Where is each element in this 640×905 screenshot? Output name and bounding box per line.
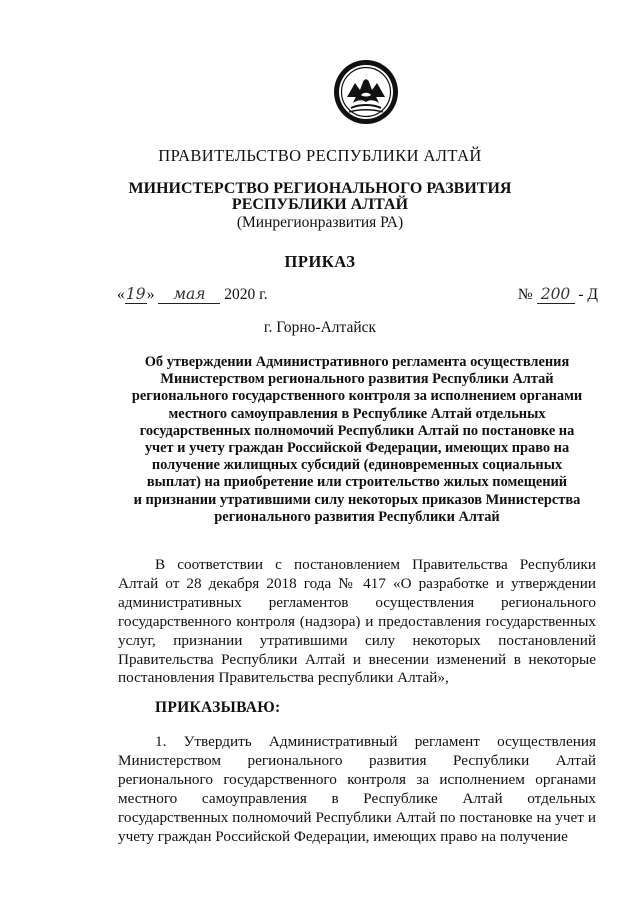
government-title: ПРАВИТЕЛЬСТВО РЕСПУБЛИКИ АЛТАЙ — [158, 146, 482, 165]
title-line: получение жилищных субсидий (единовременных социальных — [151, 457, 563, 474]
title-line: регионального развития Республики Алтай — [214, 508, 500, 525]
preamble-paragraph: В соответствии с постановлением Правительства Республики Алтай от 28 декабря 2018 года № 417 «О разработке и утверждении административных регламентов осуществления регионального государственного контроля (надзора) и предоставления государственных услуг, признании утратившими силу некоторых постановлений Правительства Республики Алтай и внесении изменений в некоторые постановления Правительства республики Алтай», — [118, 556, 596, 687]
document-date — [117, 285, 268, 304]
date-day: 19 — [125, 285, 146, 303]
title-line: государственных полномочий Республики Алтай по постановке на — [139, 422, 575, 439]
title-line: Об утверждении Административного регламента осуществления — [144, 354, 570, 370]
title-line: Министерством регионального развития Республики Алтай — [160, 371, 554, 388]
ministry-title-line2: РЕСПУБЛИКИ АЛТАЙ — [231, 196, 409, 213]
date-year: 2020 г. — [224, 286, 268, 303]
title-line: и признании утратившими силу некоторых приказов Министерства — [133, 491, 581, 508]
title-line: регионального государственного контроля за исполнением органами — [131, 388, 583, 405]
altai-coat-of-arms-icon — [333, 59, 399, 125]
order-command: ПРИКАЗЫВАЮ: — [155, 699, 281, 716]
number-prefix: № — [517, 286, 533, 303]
date-month: мая — [158, 285, 220, 304]
date-open-quote: « — [117, 286, 125, 303]
title-line: выплат) на приобретение или строительство жилых помещений — [146, 474, 568, 491]
document-number — [518, 285, 598, 304]
number-suffix: - Д — [578, 286, 598, 303]
document-title — [118, 354, 596, 526]
number-value: 200 — [537, 285, 575, 304]
date-close-quote: » — [146, 286, 155, 303]
city: г. Горно-Алтайск — [263, 319, 377, 336]
title-line: учет и учету граждан Российской Федерации, имеющих право на — [144, 440, 570, 457]
ministry-title-line1: МИНИСТЕРСТВО РЕГИОНАЛЬНОГО РАЗВИТИЯ — [128, 180, 512, 197]
item-1-paragraph: 1. Утвердить Административный регламент осуществления Министерством регионального развития Республики Алтай регионального государственного контроля за исполнением органами местного самоуправления в Республике Алтай отдельных государственных полномочий Республики Алтай по постановке на учет и учету граждан Российской Федерации, имеющих право на получение — [118, 733, 596, 845]
document-type: ПРИКАЗ — [284, 252, 356, 271]
ministry-short-name: (Минрегионразвития РА) — [236, 214, 404, 231]
title-line: местного самоуправления в Республике Алтай отдельных — [168, 405, 546, 422]
